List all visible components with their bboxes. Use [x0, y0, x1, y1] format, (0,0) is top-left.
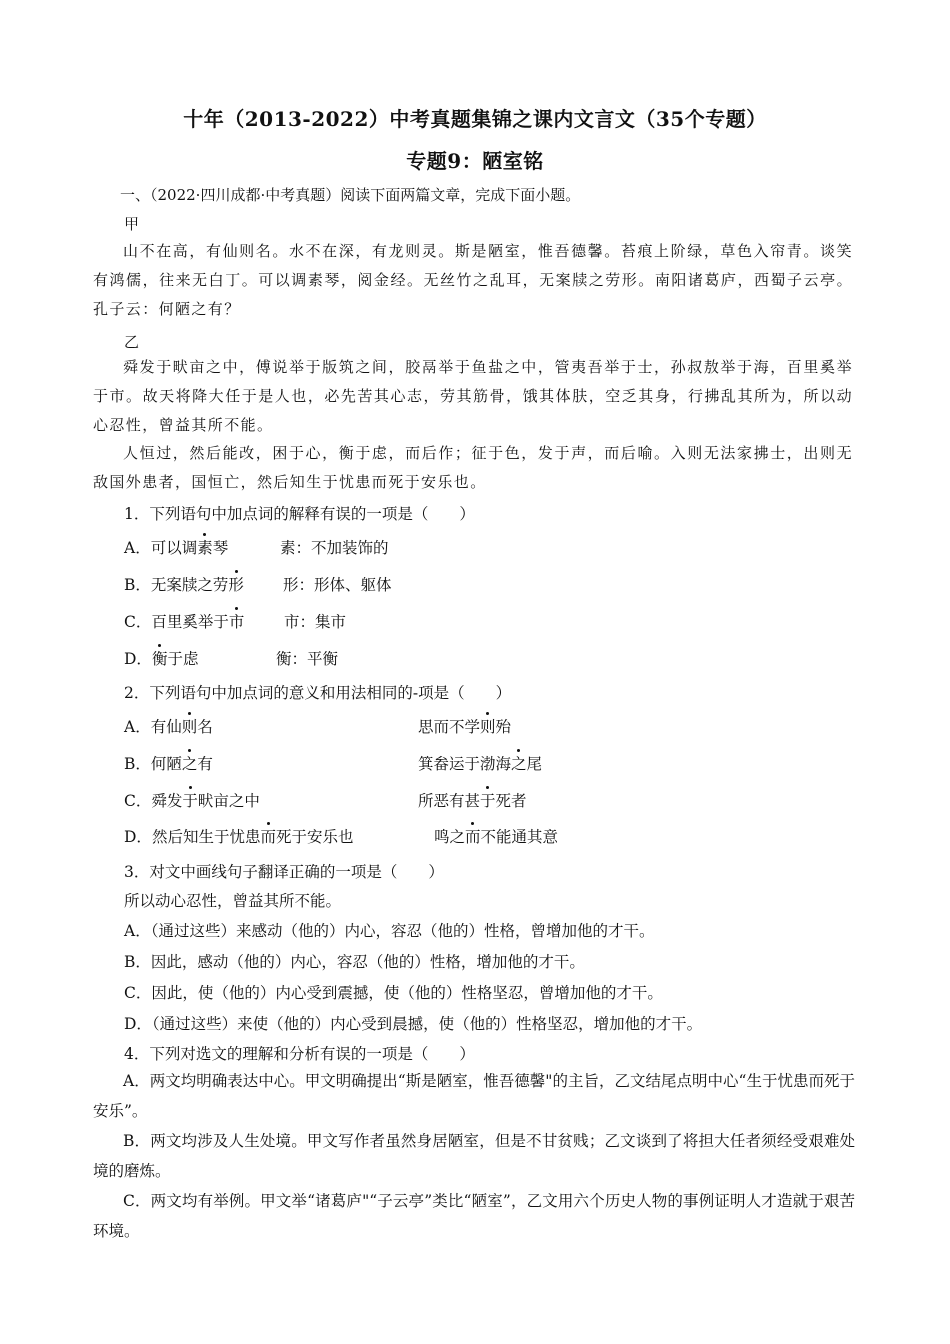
q1-option-b[interactable]: [124, 573, 244, 595]
dotted-word: 于: [182, 789, 198, 811]
q2-option-c-right: [418, 789, 527, 811]
option-text: 死于安乐也: [275, 828, 354, 846]
dotted-word: 则: [182, 715, 198, 737]
q2-stem: 2．下列语句中加点词的意义和用法相同的-项是（ ）: [124, 684, 512, 702]
q1-option-d-gloss: 衡：平衡: [276, 650, 339, 668]
q3-option-d[interactable]: D．（通过这些）来使（他的）内心受到晨撼，使（他的）性格坚忍，增加他的才干。: [124, 1015, 703, 1033]
passage-a: [93, 237, 853, 324]
q2-option-a[interactable]: [124, 715, 213, 737]
q1-option-a-gloss: 素：不加装饰的: [280, 539, 389, 557]
q4-option-c[interactable]: C．两文均有举例。甲文举“诸葛庐"“子云亭”类比“陋室”，乙文用六个历史人物的事例证明人才造就于艰苦环境。: [93, 1192, 855, 1240]
dotted-word: 之: [511, 752, 527, 774]
passage-b-para1: 舜发于畎亩之中，傅说举于版筑之间，胶鬲举于鱼盐之中，管夷吾举于士，孙叔敖举于海，百里奚举于市。故天将降大任于是人也，必先苦其心志，劳其筋骨，饿其体肤，空乏其身，行拂乱其所为，所以动心忍性，曾益其所不能。: [93, 358, 853, 434]
option-text: 有仙: [150, 718, 182, 736]
q2-option-c[interactable]: [124, 789, 260, 811]
option-text: 何陋: [150, 755, 182, 773]
option-text: 舜发: [151, 792, 183, 810]
dotted-word: 市: [229, 610, 245, 632]
dotted-word: 素: [197, 536, 213, 558]
option-text: 箕畚运于渤海: [418, 755, 512, 773]
q4-stem: 4．下列对选文的理解和分析有误的一项是（ ）: [124, 1045, 475, 1063]
passage-b-2: [93, 439, 853, 497]
option-text: 百里奚举于: [151, 613, 229, 631]
dotted-word: 形: [228, 573, 244, 595]
option-letter: B．: [124, 755, 151, 773]
option-text: 尾: [526, 755, 543, 773]
q1-option-c-gloss: 市：集市: [284, 613, 347, 631]
q1-option-d[interactable]: [124, 647, 198, 669]
option-text: 于虑: [167, 650, 199, 668]
q1-stem: 1．下列语句中加点词的解释有误的一项是（ ）: [124, 505, 475, 523]
q2-option-b-right: [418, 752, 542, 774]
option-letter: D．: [124, 828, 152, 846]
q4-option-a[interactable]: A．两文均明确表达中心。甲文明确提出“斯是陋室，惟吾德馨"的主旨，乙文结尾点明中心“生于忧患而死于安乐”。: [93, 1072, 855, 1120]
q3-stem: 3．对文中画线句子翻译正确的一项是（ ）: [124, 863, 444, 881]
option-text: 然后知生于忧患: [151, 828, 261, 846]
q3-sentence: 所以动心忍性，曾益其所不能。: [124, 892, 342, 910]
option-text: 可以调: [150, 539, 198, 557]
question-intro: 一、（2022·四川成都·中考真题）阅读下面两篇文章，完成下面小题。: [120, 186, 581, 204]
option-text: 无案牍之劳: [150, 576, 229, 594]
q2-option-d-right: [434, 825, 558, 847]
option-text: 琴: [212, 539, 229, 557]
q1-option-b-gloss: 形：形体、躯体: [283, 576, 392, 594]
option-text: 畎亩之中: [197, 792, 260, 810]
passage-a-label: 甲: [124, 215, 140, 233]
q3-option-b[interactable]: B．因此，感动（他的）内心，容忍（他的）性格，增加他的才干。: [124, 953, 585, 971]
q1-option-a[interactable]: [124, 536, 228, 558]
dotted-word: 之: [182, 752, 198, 774]
dotted-word: 而: [465, 825, 481, 847]
option-letter: A．: [124, 539, 151, 557]
option-text: 鸣之: [434, 828, 466, 846]
q2-option-d[interactable]: [124, 825, 353, 847]
option-letter: A．: [124, 718, 151, 736]
option-text: 所恶有甚: [418, 792, 481, 810]
option-text: 名: [197, 718, 213, 736]
dotted-word: 衡: [152, 647, 168, 669]
dotted-word: 于: [480, 789, 496, 811]
passage-a-text: 山不在高，有仙则名。水不在深，有龙则灵。斯是陋室，惟吾德馨。苔痕上阶绿，草色入帘青。谈笑有鸿儒，往来无白丁。可以调素琴，阅金经。无丝竹之乱耳，无案牍之劳形。南阳诸葛庐，西蜀子云亭。孔子云：何陋之有？: [93, 242, 853, 318]
option-letter: C．: [124, 792, 152, 810]
document-title: 十年（2013-2022）中考真题集锦之课内文言文（35个专题）: [183, 107, 767, 131]
option-text: 死者: [495, 792, 527, 810]
dotted-word: 而: [260, 825, 276, 847]
q3-option-c[interactable]: C．因此，使（他的）内心受到震撼，使（他的）性格坚忍，曾增加他的才干。: [124, 984, 663, 1002]
document-subtitle: 专题9：陋室铭: [406, 149, 544, 173]
dotted-word: 则: [480, 715, 496, 737]
q4-option-b[interactable]: B．两文均涉及人生处境。甲文写作者虽然身居陋室，但是不甘贫贱；乙文谈到了将担大任者须经受艰难处境的磨炼。: [93, 1132, 855, 1180]
q1-option-c[interactable]: [124, 610, 244, 632]
option-text: 殆: [495, 718, 512, 736]
option-letter: B．: [124, 576, 151, 594]
q3-option-a[interactable]: A．（通过这些）来感动（他的）内心，容忍（他的）性格，曾增加他的才干。: [124, 922, 655, 940]
passage-b-label: 乙: [124, 333, 140, 351]
option-text: 思而不学: [418, 718, 481, 736]
passage-b: [93, 353, 853, 440]
q2-option-b[interactable]: [124, 752, 213, 774]
option-text: 有: [197, 755, 213, 773]
q2-option-a-right: [418, 715, 511, 737]
option-letter: C．: [124, 613, 152, 631]
option-text: 不能通其意: [480, 828, 559, 846]
option-letter: D．: [124, 650, 152, 668]
passage-b-para2: 人恒过，然后能改，困于心，衡于虑，而后作；征于色，发于声，而后喻。入则无法家拂士，出则无敌国外患者，国恒亡，然后知生于忧患而死于安乐也。: [93, 444, 853, 491]
